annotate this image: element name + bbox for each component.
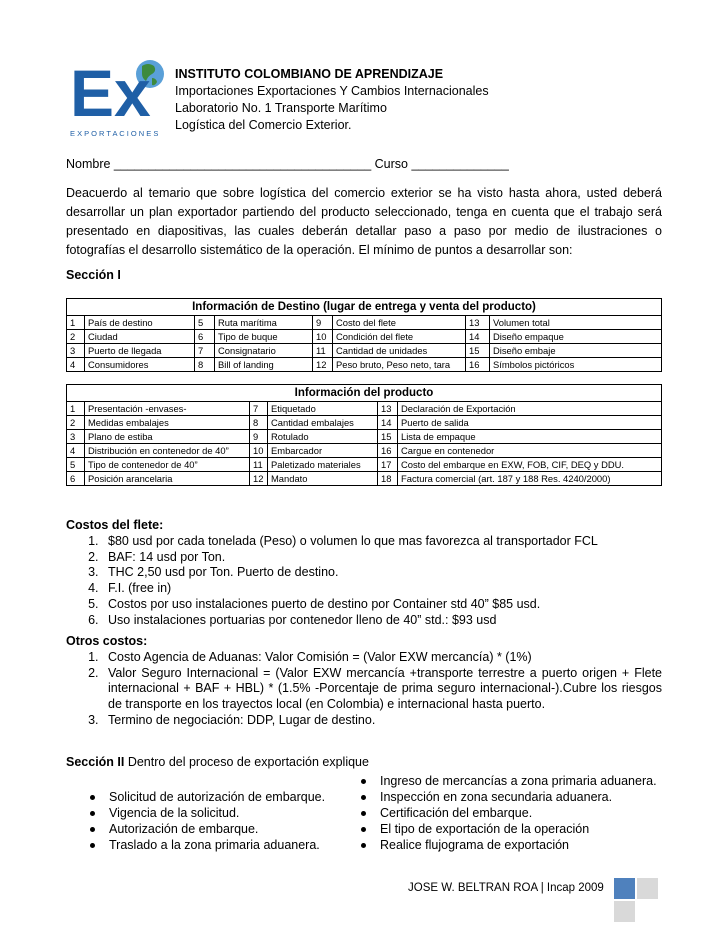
destination-table-cell: Costo del flete — [333, 316, 466, 330]
destination-table-row — [67, 330, 662, 344]
product-table-cell: Puerto de salida — [398, 416, 662, 430]
destination-table-cell: 6 — [195, 330, 215, 344]
destination-table-cell: 7 — [195, 344, 215, 358]
destination-table-cell: Tipo de buque — [215, 330, 313, 344]
product-table-cell: 9 — [250, 430, 268, 444]
destination-table-cell: Símbolos pictóricos — [490, 358, 662, 372]
freight-cost-item: 3. THC 2,50 usd por Ton. Puerto de destino. — [102, 565, 662, 581]
product-table-cell: 10 — [250, 444, 268, 458]
subject-name: Logística del Comercio Exterior. — [175, 118, 352, 132]
destination-table-row — [67, 358, 662, 372]
bullet-dot-icon — [361, 811, 366, 816]
other-costs-list — [66, 650, 662, 729]
name-course-line: Nombre _____________________________________ Curso ______________ — [66, 157, 509, 171]
bullet-dot-icon — [90, 843, 95, 848]
section-2-text: Dentro del proceso de exportación explique — [124, 755, 369, 769]
destination-table-cell: 1 — [67, 316, 85, 330]
bullet-text: Realice flujograma de exportación — [380, 838, 569, 852]
destination-table-cell: Consumidores — [85, 358, 195, 372]
other-cost-item: 1. Costo Agencia de Aduanas: Valor Comisión = (Valor EXW mercancía) * (1%) — [102, 650, 662, 666]
product-table-row — [67, 402, 662, 416]
destination-table-cell: 15 — [466, 344, 490, 358]
product-table-cell: Rotulado — [268, 430, 378, 444]
document-header — [175, 66, 489, 134]
product-table-row — [67, 472, 662, 486]
destination-table-cell: 9 — [313, 316, 333, 330]
other-cost-item: 2. Valor Seguro Internacional = (Valor EXW mercancía +transporte terrestre a puerto origen + Flete internacional + BAF + HBL) * (1.5% -Porcentaje de prima seguro internacional-).Cubre los riesgos de transporte en los trayectos local (en Colombia) e internacional hasta puerto. — [102, 666, 662, 713]
bullet-text: Ingreso de mercancías a zona primaria aduanera. — [380, 774, 657, 788]
institution-name: INSTITUTO COLOMBIANO DE APRENDIZAJE — [175, 67, 444, 81]
destination-table-cell: 13 — [466, 316, 490, 330]
destination-table-cell: Diseño empaque — [490, 330, 662, 344]
bullet-dot-icon — [361, 779, 366, 784]
destination-table-cell: 14 — [466, 330, 490, 344]
section-2-label: Sección II — [66, 755, 125, 769]
lab-title: Laboratorio No. 1 Transporte Marítimo — [175, 101, 387, 115]
destination-table-row — [67, 344, 662, 358]
bullet-text: Solicitud de autorización de embarque. — [109, 790, 326, 804]
product-table-cell: 12 — [250, 472, 268, 486]
freight-cost-item: 4. F.I. (free in) — [102, 581, 662, 597]
product-table-row — [67, 458, 662, 472]
intro-paragraph: Deacuerdo al temario que sobre logística del comercio exterior se ha visto hasta ahora, usted deberá desarrollar un plan exportador partiendo del producto seleccionado, tenga en cuenta que el trabajo será presentado en diapositivas, las cuales deberán detallar paso a paso por medio de ilustraciones o fotografías el desarrollo sistemático de la operación. El mínimo de puntos a desarrollar son: — [66, 186, 662, 257]
destination-info-table — [66, 298, 662, 372]
ex-logo — [68, 54, 168, 144]
freight-costs-title: Costos del flete: — [66, 518, 164, 532]
product-table-cell: 7 — [250, 402, 268, 416]
destination-table-cell: Ruta marítima — [215, 316, 313, 330]
product-table-cell: Cargue en contenedor — [398, 444, 662, 458]
section-1-heading: Sección I — [66, 268, 121, 282]
logo-subtitle: E X P O R T A C I O N E S — [70, 129, 159, 138]
destination-table-cell: Consignatario — [215, 344, 313, 358]
bullet-item — [90, 821, 325, 837]
bullet-item — [361, 773, 657, 789]
destination-table-row — [67, 316, 662, 330]
product-table-cell: 3 — [67, 430, 85, 444]
product-table-cell: 5 — [67, 458, 85, 472]
destination-table-cell: 2 — [67, 330, 85, 344]
product-table-cell: 1 — [67, 402, 85, 416]
product-table-row — [67, 430, 662, 444]
bullet-item — [90, 837, 325, 853]
bullet-text: Vigencia de la solicitud. — [109, 806, 240, 820]
bullet-text: El tipo de exportación de la operación — [380, 822, 590, 836]
destination-table-cell: 4 — [67, 358, 85, 372]
destination-table-caption: Información de Destino (lugar de entrega y venta del producto) — [67, 299, 662, 316]
logo-letters: Ex — [70, 56, 151, 130]
bullet-text: Traslado a la zona primaria aduanera. — [109, 838, 320, 852]
product-table-cell: Posición arancelaria — [85, 472, 250, 486]
product-table-cell: 13 — [378, 402, 398, 416]
product-table-cell: Mandato — [268, 472, 378, 486]
destination-table-cell: 3 — [67, 344, 85, 358]
bullet-dot-icon — [361, 843, 366, 848]
product-table-cell: Etiquetado — [268, 402, 378, 416]
other-costs-block — [66, 634, 662, 729]
other-costs-title: Otros costos: — [66, 634, 148, 648]
freight-cost-item: 1. $80 usd por cada tonelada (Peso) o volumen lo que mas favorezca al transportador FCL — [102, 534, 662, 550]
bullet-text: Certificación del embarque. — [380, 806, 533, 820]
destination-table-cell: 10 — [313, 330, 333, 344]
product-table-cell: 14 — [378, 416, 398, 430]
section-2-heading — [66, 755, 369, 769]
bullet-item — [90, 805, 325, 821]
product-table-cell: 2 — [67, 416, 85, 430]
destination-table-cell: 11 — [313, 344, 333, 358]
product-table-cell: Declaración de Exportación — [398, 402, 662, 416]
freight-cost-item: 2. BAF: 14 usd por Ton. — [102, 550, 662, 566]
product-table-cell: 11 — [250, 458, 268, 472]
product-table-cell: 16 — [378, 444, 398, 458]
destination-table-cell: Condición del flete — [333, 330, 466, 344]
product-table-cell: Medidas embalajes — [85, 416, 250, 430]
product-table-cell: Tipo de contenedor de 40” — [85, 458, 250, 472]
program-name: Importaciones Exportaciones Y Cambios Internacionales — [175, 84, 489, 98]
footer-square-gray — [637, 878, 658, 899]
product-table-cell: Plano de estiba — [85, 430, 250, 444]
bullet-dot-icon — [90, 811, 95, 816]
bullet-text: Inspección en zona secundaria aduanera. — [380, 790, 613, 804]
bullet-dot-icon — [361, 827, 366, 832]
destination-table-cell: Diseño embaje — [490, 344, 662, 358]
bullet-item — [361, 789, 657, 805]
destination-table-cell: Bill of landing — [215, 358, 313, 372]
destination-table-cell: 5 — [195, 316, 215, 330]
bullet-item — [361, 837, 657, 853]
bullet-item — [361, 821, 657, 837]
product-table-cell: 15 — [378, 430, 398, 444]
product-table-cell: 8 — [250, 416, 268, 430]
bullet-dot-icon — [90, 795, 95, 800]
product-table-cell: 6 — [67, 472, 85, 486]
product-table-cell: Cantidad embalajes — [268, 416, 378, 430]
product-table-cell: Embarcador — [268, 444, 378, 458]
product-table-caption: Información del producto — [67, 385, 662, 402]
product-table-cell: Factura comercial (art. 187 y 188 Res. 4240/2000) — [398, 472, 662, 486]
product-table-cell: Distribución en contenedor de 40” — [85, 444, 250, 458]
other-cost-item: 3. Termino de negociación: DDP, Lugar de destino. — [102, 713, 662, 729]
section-2-left-bullets — [90, 789, 325, 853]
destination-table-cell: 16 — [466, 358, 490, 372]
product-table-cell: Costo del embarque en EXW, FOB, CIF, DEQ y DDU. — [398, 458, 662, 472]
bullet-dot-icon — [90, 827, 95, 832]
product-table-cell: 4 — [67, 444, 85, 458]
freight-costs-block — [66, 518, 662, 629]
product-table-cell: Presentación -envases- — [85, 402, 250, 416]
footer-square-blue — [614, 878, 635, 899]
freight-cost-item: 6. Uso instalaciones portuarias por contenedor lleno de 40” std.: $93 usd — [102, 613, 662, 629]
destination-table-cell: Peso bruto, Peso neto, tara — [333, 358, 466, 372]
product-table-cell: 17 — [378, 458, 398, 472]
bullet-item — [90, 789, 325, 805]
product-info-table — [66, 384, 662, 486]
bullet-dot-icon — [361, 795, 366, 800]
destination-table-cell: 12 — [313, 358, 333, 372]
freight-cost-item: 5. Costos por uso instalaciones puerto de destino por Container std 40” $85 usd. — [102, 597, 662, 613]
destination-table-cell: Ciudad — [85, 330, 195, 344]
destination-table-cell: Puerto de llegada — [85, 344, 195, 358]
destination-table-cell: Cantidad de unidades — [333, 344, 466, 358]
product-table-cell: 18 — [378, 472, 398, 486]
product-table-row — [67, 416, 662, 430]
product-table-row — [67, 444, 662, 458]
freight-costs-list — [66, 534, 662, 629]
product-table-cell: Paletizado materiales — [268, 458, 378, 472]
footer-square-gray — [614, 901, 635, 922]
destination-table-cell: Volumen total — [490, 316, 662, 330]
bullet-item — [361, 805, 657, 821]
product-table-cell: Lista de empaque — [398, 430, 662, 444]
footer-author: JOSE W. BELTRAN ROA | Incap 2009 — [408, 882, 604, 894]
destination-table-cell: País de destino — [85, 316, 195, 330]
section-2-right-bullets — [361, 773, 657, 853]
destination-table-cell: 8 — [195, 358, 215, 372]
bullet-text: Autorización de embarque. — [109, 822, 259, 836]
